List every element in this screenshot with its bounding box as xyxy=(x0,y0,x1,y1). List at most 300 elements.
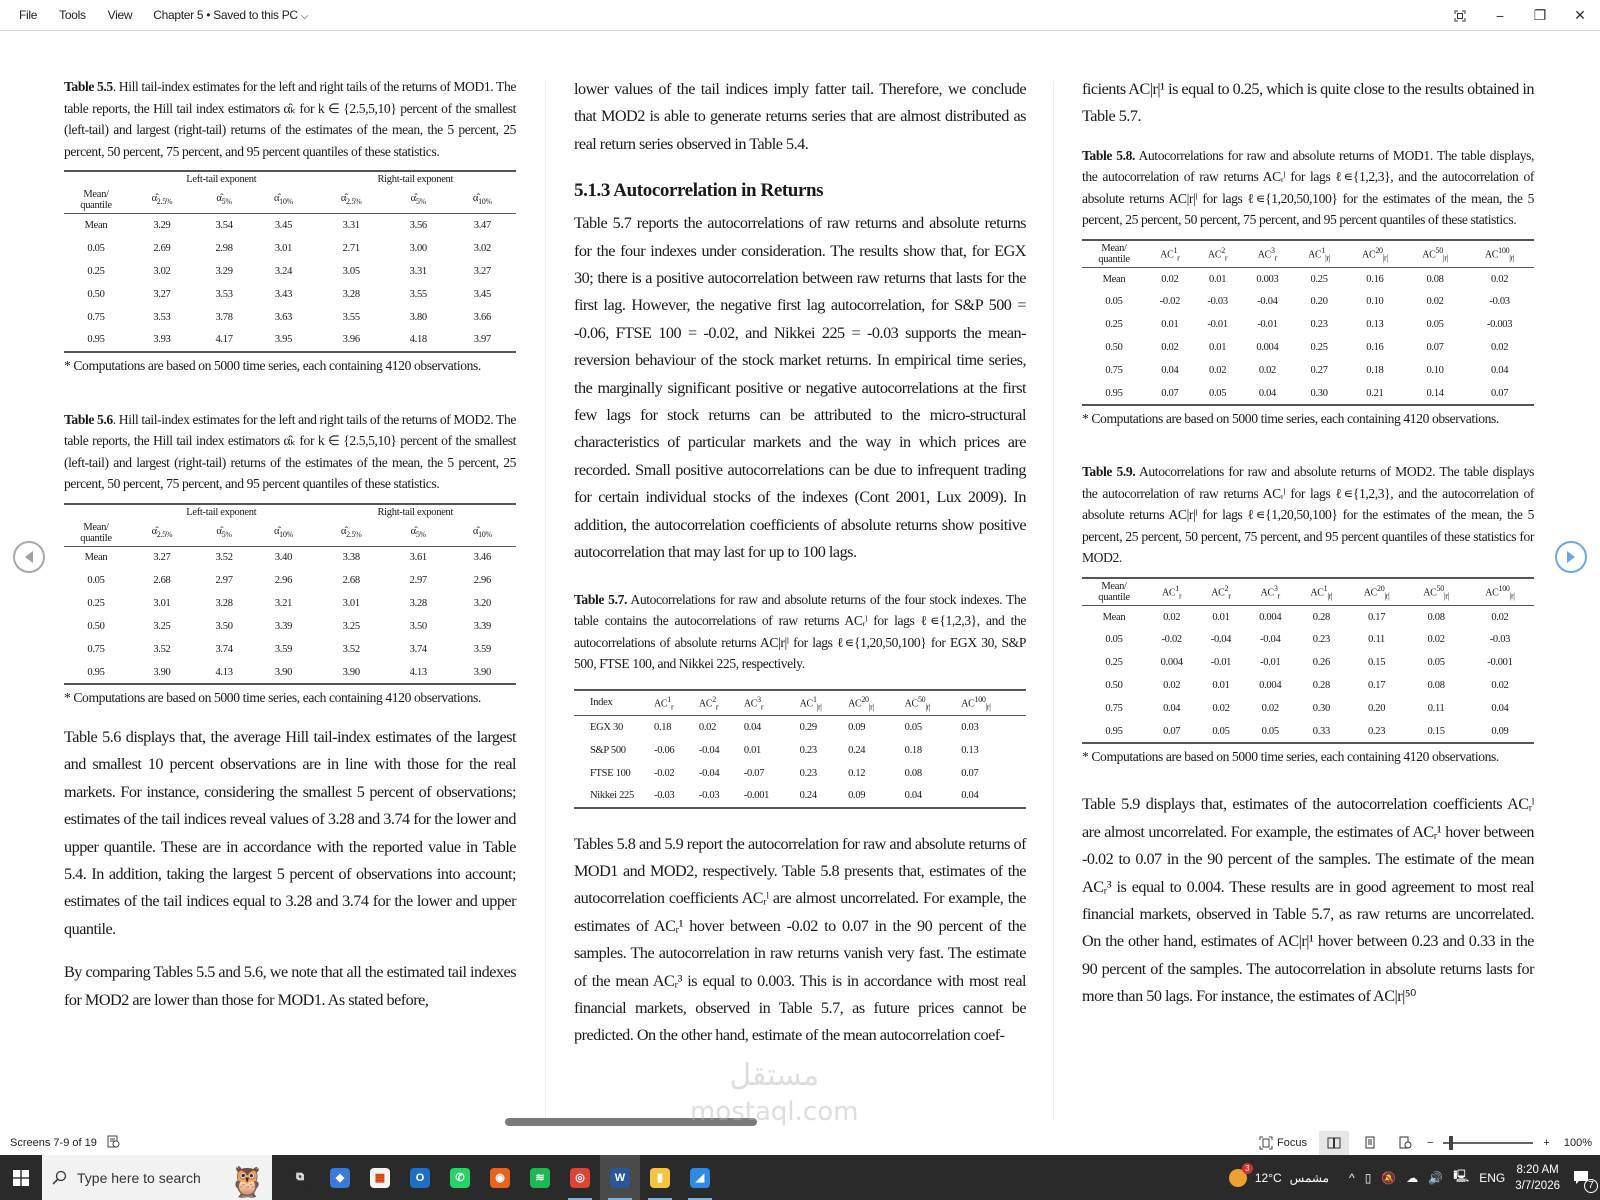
table-cell: 0.08 xyxy=(1427,680,1445,692)
table-cell: 3.90 xyxy=(252,661,314,684)
table-cell: 0.004 xyxy=(1259,680,1282,692)
table-cell: -0.04 xyxy=(698,767,720,779)
col-header: $\alphâ_{10\%}$ xyxy=(449,187,516,214)
table-cell: 3.90 xyxy=(315,661,388,684)
table-cell: 3.00 xyxy=(409,242,427,254)
table-cell: 2.71 xyxy=(342,242,360,254)
table-cell: 0.05 xyxy=(904,721,922,733)
table-cell: 0.05 xyxy=(1245,720,1296,743)
status-bar xyxy=(0,1130,1600,1155)
col-header: $\alphâ_{10\%}$ xyxy=(449,520,516,547)
table-cell: -0.04 xyxy=(1210,634,1232,646)
table-cell: 0.02 xyxy=(1426,296,1444,308)
table-cell: 0.02 xyxy=(1161,273,1179,285)
table-cell: 0.05 xyxy=(1426,319,1444,331)
table-cell: 3.54 xyxy=(215,219,233,231)
chevron-down-icon: ⌵ xyxy=(300,11,309,22)
table-cell: 3.05 xyxy=(342,265,360,277)
table-cell: 3.53 xyxy=(153,311,171,323)
windows-logo-icon xyxy=(13,1170,29,1186)
table-cell: 0.05 xyxy=(1427,657,1445,669)
accessibility-button[interactable] xyxy=(107,1135,120,1151)
table-cell: -0.04 xyxy=(1260,634,1281,646)
table-5-8-caption xyxy=(1082,145,1534,231)
row-label: FTSE 100 xyxy=(590,767,631,779)
table-cell: 0.02 xyxy=(1427,634,1445,646)
system-tray xyxy=(1229,1155,1600,1200)
table-cell: 3.90 xyxy=(449,661,516,684)
table-5-5-note: * Computations are based on 5000 time series, each containing 4120 observations. xyxy=(64,357,481,373)
table-cell: -0.03 xyxy=(1489,296,1510,308)
table-cell: 3.55 xyxy=(342,311,360,323)
spotify-icon: ≋ xyxy=(530,1168,550,1188)
zoom-slider[interactable] xyxy=(1443,1142,1533,1144)
row-label: 0.50 xyxy=(1105,342,1123,354)
table-cell: 3.38 xyxy=(342,552,360,564)
table-cell: 3.50 xyxy=(215,621,233,632)
table-row xyxy=(64,260,516,283)
reading-view[interactable] xyxy=(0,31,1600,1096)
table-cell: -0.03 xyxy=(1207,296,1228,308)
table-row xyxy=(64,592,516,615)
zoom-in-button[interactable]: + xyxy=(1543,1136,1550,1149)
table-cell: 3.90 xyxy=(128,661,196,684)
table-cell: 0.33 xyxy=(1296,720,1347,743)
table-cell: 0.01 xyxy=(1209,342,1227,354)
microsoft-store-icon: ▦ xyxy=(370,1168,390,1188)
table-row xyxy=(1082,651,1534,674)
table-cell: 0.08 xyxy=(1426,273,1444,285)
table-cell: 3.39 xyxy=(274,621,293,632)
col-header: $AC^1_r$ xyxy=(1146,240,1194,268)
table-cell: 3.46 xyxy=(473,552,491,564)
table-cell: 0.01 xyxy=(1212,680,1230,692)
taskbar-app-spotify[interactable] xyxy=(520,1155,560,1200)
table-5-5 xyxy=(64,170,516,353)
volume-icon[interactable]: 🔊 xyxy=(1428,1170,1444,1185)
table-5-8-note: * Computations are based on 5000 time series, each containing 4120 observations. xyxy=(1082,411,1499,427)
firefox-icon: ◉ xyxy=(490,1168,510,1188)
table-5-7-caption xyxy=(574,589,1026,675)
table-cell: 0.30 xyxy=(1293,382,1344,405)
table-row xyxy=(64,546,516,569)
table-cell: 3.31 xyxy=(409,265,427,277)
caption-label: Table 5.8. xyxy=(1082,147,1136,163)
table-cell: 0.12 xyxy=(848,767,866,779)
table-cell: 0.03 xyxy=(961,721,979,733)
menu-file[interactable]: File xyxy=(19,8,38,22)
language-indicator[interactable]: ENG xyxy=(1479,1170,1506,1185)
horizontal-scrollbar-thumb[interactable] xyxy=(505,1118,757,1126)
table-cell: 3.78 xyxy=(215,311,233,323)
focus-button[interactable]: Focus xyxy=(1253,1131,1313,1155)
table-cell: 0.04 xyxy=(743,721,761,733)
table-cell: 3.97 xyxy=(449,329,516,352)
table-cell: 0.30 xyxy=(1312,703,1330,715)
body-paragraph: Table 5.7 reports the autocorrelations of raw returns and absolute returns for the four indexes under consideration. The results show that, for EGX 30; there is a positive autocorrelation between raw returns that lasts for the first lag. However, the negative first lag autocorrelation, for S&P 500 = -0.06, FTSE 100 = -0.02, and Nikkei 225 = -0.03 supports the mean-reversion behaviour of the stock market returns. In empirical time series, the marginally significant positive or negative autocorrelations at the first few lags for stock returns can be attributed to the micro-structural characteristics of particular markets and the way in which prices are recorded. Small positive autocorrelations can be due to infrequent trading for certain individual stocks of the indexes (Cont 2001, Lux 2009). In addition, the autocorrelation coefficients of absolute returns show positive autocorrelation that may last for up to 100 lags. xyxy=(574,214,1026,562)
table-cell: 0.23 xyxy=(1347,720,1407,743)
taskbar-app-copilot[interactable] xyxy=(320,1155,360,1200)
table-cell: 3.02 xyxy=(473,242,491,254)
table-cell: 0.09 xyxy=(848,785,905,808)
table-cell: 0.09 xyxy=(848,721,866,733)
row-label: 0.50 xyxy=(87,621,105,632)
table-cell: 3.45 xyxy=(274,219,293,231)
row-label: 0.95 xyxy=(64,329,128,352)
search-icon xyxy=(52,1170,67,1185)
table-row xyxy=(1082,336,1534,359)
table-cell: 0.04 xyxy=(961,785,1026,808)
table-cell: -0.03 xyxy=(1489,634,1511,646)
row-header: Mean/ quantile xyxy=(64,187,128,214)
col-header: $AC^3_r$ xyxy=(744,690,800,716)
table-5-9-caption xyxy=(1082,461,1534,569)
menu-view[interactable]: View xyxy=(107,8,133,22)
col-header: $AC^{100}_{|r|}$ xyxy=(1466,578,1534,606)
table-cell: 3.52 xyxy=(215,552,233,564)
row-label: Mean xyxy=(1102,611,1126,623)
table-cell: 3.21 xyxy=(274,598,293,609)
table-cell: 0.02 xyxy=(1163,680,1181,692)
col-header: $AC^2_r$ xyxy=(1194,240,1242,268)
table-cell: 3.01 xyxy=(153,598,171,609)
table-cell: -0.01 xyxy=(1260,657,1281,669)
body-paragraph: Table 5.9 displays that, estimates of the autocorrelation coefficients ACᵣˡ are almost uncorrelated. For example, the estimates of ACᵣ¹ hover between -0.02 to 0.07 in the 90 percent of the samples. The estimate of the mean ACᵣ³ is equal to 0.004. These results are in good agreement to most real financial markets, observed in Table 5.7, as raw returns are uncorrelated. On the other hand, estimates of AC|r|¹ hover between 0.23 and 0.33 in the 90 percent of the samples. The autocorrelation in absolute returns lasts for more than 50 lags. For instance, the estimates of AC|r|⁵⁰ xyxy=(1082,795,1534,1006)
table-cell: 0.02 xyxy=(1490,342,1509,354)
table-cell: 0.29 xyxy=(799,721,817,733)
table-cell: 3.27 xyxy=(473,265,491,277)
notifications-off-icon[interactable]: 🔕 xyxy=(1381,1170,1397,1185)
table-cell: 3.29 xyxy=(153,219,171,231)
start-button[interactable] xyxy=(0,1155,42,1200)
table-cell: 0.01 xyxy=(1161,319,1179,331)
row-header: Mean/ quantile xyxy=(1082,578,1146,606)
table-cell: 3.52 xyxy=(342,644,360,655)
table-5-9-note: * Computations are based on 5000 time series, each containing 4120 observations. xyxy=(1082,749,1499,765)
body-paragraph: ficients AC|r|¹ is equal to 0.25, which is quite close to the results obtained in Table 5.7. xyxy=(1082,80,1534,126)
menu-tools[interactable]: Tools xyxy=(59,8,86,22)
focus-icon xyxy=(1454,10,1466,22)
onedrive-icon[interactable]: ☁ xyxy=(1406,1170,1419,1185)
table-cell: 3.47 xyxy=(473,219,491,231)
left-tail-group-header: Left-tail exponent xyxy=(128,171,315,187)
accessibility-icon xyxy=(107,1135,120,1148)
col-header: $AC^3_r$ xyxy=(1241,240,1293,268)
table-cell: 0.16 xyxy=(1366,342,1384,354)
table-cell: 0.09 xyxy=(1466,720,1534,743)
row-header: Mean/ quantile xyxy=(1082,240,1146,268)
table-cell: 3.01 xyxy=(274,242,293,254)
table-cell: 0.15 xyxy=(1367,657,1386,669)
book-icon xyxy=(1327,1137,1341,1149)
screen-column-1 xyxy=(64,76,516,1014)
table-row xyxy=(574,716,1026,739)
table-cell: 3.74 xyxy=(409,644,427,655)
table-cell: -0.07 xyxy=(743,767,765,779)
table-cell: 3.66 xyxy=(473,311,491,323)
table-cell: -0.003 xyxy=(1486,319,1513,331)
taskbar-app-word[interactable] xyxy=(600,1155,640,1200)
read-mode-button[interactable] xyxy=(1319,1131,1349,1155)
table-cell: 0.004 xyxy=(1259,611,1282,623)
table-cell: -0.001 xyxy=(744,785,800,808)
zoom-slider-thumb[interactable] xyxy=(1449,1136,1453,1150)
row-label: Mean xyxy=(84,552,108,564)
window-controls xyxy=(1440,0,1600,31)
table-cell: 3.96 xyxy=(315,329,388,352)
whatsapp-icon: ✆ xyxy=(450,1168,470,1188)
col-header: $\alphâ_{2.5\%}$ xyxy=(128,520,196,547)
caption-text: Autocorrelations for raw and absolute returns of MOD2. The table displays the autocorrelation of raw returns ACᵣˡ for lags ℓ∊{1,2,3}, and the autocorrelation of absolute returns AC|r|ˡ for lags ℓ∊{1,20,50,100} for the estimates of the mean, the 5 percent, 25 percent, 50 percent, 75 percent, and 95 percent quantiles of these statistics for MOD2. xyxy=(1082,464,1534,566)
table-cell: 3.53 xyxy=(215,288,233,300)
print-layout-button[interactable] xyxy=(1355,1131,1385,1155)
table-cell: 0.23 xyxy=(799,767,817,779)
right-tail-group-header: Right-tail exponent xyxy=(315,171,516,187)
taskbar-search[interactable] xyxy=(42,1155,272,1200)
table-row xyxy=(1082,382,1534,405)
document-title: Chapter 5 • Saved to this PC xyxy=(153,8,298,22)
table-cell: 0.05 xyxy=(1197,720,1244,743)
row-label: 0.95 xyxy=(64,661,128,684)
table-row xyxy=(574,739,1026,762)
zoom-out-button[interactable]: − xyxy=(1426,1136,1434,1149)
table-cell: 3.80 xyxy=(409,311,427,323)
table-cell: 0.02 xyxy=(1491,611,1509,623)
table-cell: 3.25 xyxy=(342,621,360,632)
table-cell: 0.15 xyxy=(1406,720,1466,743)
table-cell: 3.20 xyxy=(473,598,491,609)
table-row xyxy=(1082,605,1534,628)
table-5-5-caption xyxy=(64,76,516,162)
web-layout-button[interactable] xyxy=(1391,1131,1421,1155)
row-label: S&P 500 xyxy=(590,744,626,756)
table-cell: 0.13 xyxy=(1366,319,1384,331)
col-header: $AC^{50}_{|r|}$ xyxy=(1406,578,1466,606)
body-paragraph: Table 5.6 displays that, the average Hill tail-index estimates of the largest and smallest 10 percent observations are in line with those for the real markets. For instance, considering the smallest 5 percent of observations; estimates of the tail indices reveal values of 3.28 and 3.74 for the lower and upper quantile. These are in accordance with the reported value in Table 5.4. In addition, taking the largest 5 percent of observations into account; estimates of the tail indices equal to 3.28 and 3.74 for the lower and upper quantile. xyxy=(64,728,516,938)
table-row xyxy=(64,214,516,237)
close-button[interactable]: ✕ xyxy=(1574,7,1586,23)
table-row xyxy=(1082,267,1534,290)
table-cell: -0.03 xyxy=(654,785,699,808)
table-row xyxy=(1082,720,1534,743)
page-icon xyxy=(1365,1136,1375,1149)
table-cell: 3.59 xyxy=(274,644,293,655)
table-cell: 0.11 xyxy=(1368,634,1385,646)
table-cell: 3.40 xyxy=(274,552,293,564)
table-cell: -0.01 xyxy=(1257,319,1278,331)
weather-badge: 3 xyxy=(1242,1163,1253,1174)
table-cell: -0.02 xyxy=(1161,634,1182,646)
left-tail-group-header: Left-tail exponent xyxy=(128,504,315,520)
taskbar-app-chrome[interactable] xyxy=(560,1155,600,1200)
column-divider xyxy=(1053,81,1054,1121)
taskbar-app-microsoft-store[interactable] xyxy=(360,1155,400,1200)
clock[interactable] xyxy=(1515,1162,1560,1194)
table-cell: 0.23 xyxy=(1310,319,1328,331)
table-row xyxy=(1082,290,1534,313)
table-cell: 0.02 xyxy=(1163,611,1181,623)
taskbar-app-whatsapp[interactable] xyxy=(440,1155,480,1200)
table-cell: -0.03 xyxy=(699,785,744,808)
table-cell: 0.02 xyxy=(698,721,717,733)
taskbar-app-photos[interactable] xyxy=(680,1155,720,1200)
table-cell: 4.17 xyxy=(196,329,252,352)
index-header: Index xyxy=(574,690,654,716)
table-row xyxy=(64,569,516,592)
table-5-9 xyxy=(1082,577,1534,745)
task-view-icon: ⧉ xyxy=(290,1168,310,1188)
row-label: Mean xyxy=(84,219,108,231)
table-cell: 0.11 xyxy=(1427,703,1445,715)
triangle-right-icon xyxy=(1565,550,1577,564)
zoom-level[interactable]: 100% xyxy=(1563,1136,1592,1149)
taskbar-app-outlook[interactable] xyxy=(400,1155,440,1200)
caption-label: Table 5.9. xyxy=(1082,464,1136,480)
triangle-left-icon xyxy=(23,550,35,564)
owl-illustration-icon: 🦉 xyxy=(228,1166,266,1199)
row-label: 0.50 xyxy=(1105,680,1123,692)
table-cell: 2.69 xyxy=(153,242,171,254)
col-header: $\alphâ_{10\%}$ xyxy=(252,187,314,214)
col-header: $AC^1_{|r|}$ xyxy=(1296,578,1347,606)
row-label: 0.25 xyxy=(1105,319,1123,331)
table-5-6 xyxy=(64,503,516,686)
table-cell: 0.01 xyxy=(1212,611,1230,623)
table-cell: 3.31 xyxy=(342,219,360,231)
web-page-icon xyxy=(1399,1136,1412,1149)
table-cell: 0.02 xyxy=(1491,680,1509,692)
table-cell: 0.07 xyxy=(961,767,979,779)
row-label: 0.05 xyxy=(1105,296,1123,308)
table-cell: 3.27 xyxy=(153,552,171,564)
file-explorer-icon: ▮ xyxy=(650,1168,670,1188)
table-cell: 0.25 xyxy=(1310,342,1328,354)
weather-sun-icon xyxy=(1229,1163,1250,1187)
table-row xyxy=(1082,628,1534,651)
table-cell: -0.001 xyxy=(1487,657,1513,669)
table-cell: 0.26 xyxy=(1312,657,1330,669)
col-header: $\alphâ_{2.5\%}$ xyxy=(315,187,388,214)
col-header: $AC^{100}_{|r|}$ xyxy=(961,690,1026,716)
table-cell: 3.61 xyxy=(409,552,427,564)
col-header: $\alphâ_{10\%}$ xyxy=(252,520,314,547)
table-5-8 xyxy=(1082,239,1534,407)
table-cell: 0.04 xyxy=(1163,703,1181,715)
table-cell: 2.68 xyxy=(342,575,360,586)
table-cell: 3.28 xyxy=(342,288,360,300)
show-hidden-icons-button[interactable]: ^ xyxy=(1349,1170,1355,1185)
table-cell: 0.08 xyxy=(1427,611,1445,623)
col-header: $AC^{20}_{|r|}$ xyxy=(848,690,905,716)
col-header: $AC^1_{|r|}$ xyxy=(800,690,848,716)
row-label: Mean xyxy=(1102,273,1126,285)
table-5-6-caption xyxy=(64,409,516,495)
clock-time: 8:20 AM xyxy=(1516,1163,1559,1176)
table-cell: 0.04 xyxy=(1241,382,1293,405)
table-cell: 3.74 xyxy=(215,644,233,655)
column-divider xyxy=(545,81,546,1121)
table-cell: 0.01 xyxy=(1209,273,1227,285)
body-paragraph: lower values of the tail indices imply fatter tail. Therefore, we conclude that MOD2 is able to generate returns series that are almost distributed as real return series observed in Table 5.4. xyxy=(574,80,1026,153)
table-cell: 0.02 xyxy=(1490,273,1509,285)
table-cell: 0.24 xyxy=(848,744,866,756)
photos-icon: ◢ xyxy=(690,1168,710,1188)
row-label: 0.05 xyxy=(1105,634,1123,646)
row-label: EGX 30 xyxy=(590,721,623,733)
weather-widget[interactable] xyxy=(1229,1163,1330,1187)
row-label: 0.05 xyxy=(87,575,105,586)
table-cell: 4.18 xyxy=(388,329,449,352)
table-row xyxy=(64,306,516,329)
taskbar-app-file-explorer[interactable] xyxy=(640,1155,680,1200)
table-cell: 0.18 xyxy=(904,744,922,756)
col-header: $AC^1_r$ xyxy=(1146,578,1197,606)
table-cell: 3.39 xyxy=(473,621,491,632)
row-label: 0.05 xyxy=(87,242,105,254)
restore-button[interactable]: ❐ xyxy=(1533,7,1547,23)
table-cell: 0.004 xyxy=(1256,342,1279,354)
focus-icon xyxy=(1259,1136,1273,1150)
search-placeholder: Type here to search xyxy=(77,1169,201,1186)
action-center-button[interactable] xyxy=(1570,1167,1592,1189)
watermark: مستقل mostaql.com xyxy=(690,1058,859,1127)
table-cell: 3.28 xyxy=(409,598,427,609)
chrome-icon: ◎ xyxy=(570,1168,590,1188)
caption-text: . Hill tail-index estimates for the left and right tails of the returns of MOD1. The table reports, the Hill tail index estimators α̂ₖ for k ∈ {2.5,5,10} percent of the smallest (left-tail) and largest (right-tail) returns of the estimates of the mean, the 5 percent, 25 percent, 50 percent, 75 percent, and 95 percent quantiles of these statistics. xyxy=(64,79,516,159)
body-paragraph: Tables 5.8 and 5.9 report the autocorrelation for raw and absolute returns of MOD1 and MOD2, respectively. Table 5.8 presents that, estimates of the autocorrelation coefficients ACᵣˡ are almost uncorrelated. For example, the estimates of ACᵣ¹ hover between -0.02 to 0.07 in the 90 percent of the samples. The autocorrelation in raw returns vanish very fast. The estimate of the mean ACᵣ³ is equal to 0.003. This is in accordance with most real financial markets, observed in Table 5.7, as future prices cannot be predicted. On the other hand, estimate of the mean autocorrelation coef- xyxy=(574,834,1026,1045)
taskbar-apps xyxy=(280,1155,720,1200)
table-cell: 3.52 xyxy=(153,644,171,655)
meet-now-icon[interactable]: ▯ xyxy=(1364,1170,1372,1185)
minimize-button[interactable]: − xyxy=(1495,7,1505,24)
table-cell: 2.98 xyxy=(215,242,233,254)
table-cell: 0.05 xyxy=(1194,382,1242,405)
screen-column-3 xyxy=(1082,76,1534,1011)
table-cell: 0.20 xyxy=(1310,296,1328,308)
screen-column-2 xyxy=(574,76,1026,1050)
table-cell: 3.50 xyxy=(409,621,427,632)
col-header: $\alphâ_{2.5\%}$ xyxy=(315,520,388,547)
right-tail-group-header: Right-tail exponent xyxy=(315,504,516,520)
taskbar-app-task-view[interactable] xyxy=(280,1155,320,1200)
section-heading: 5.1.3 Autocorrelation in Returns xyxy=(574,180,824,202)
caption-text: . Hill tail-index estimates for the left and right tails of the returns of MOD2. The table reports, the Hill tail index estimators α̂ₖ for k ∈ {2.5,5,10} percent of the smallest (left-tail) and largest (right-tail) returns of the estimates of the mean, the 5 percent, 25 percent, 50 percent, 75 percent, and 95 percent quantiles of these statistics. xyxy=(64,411,516,491)
table-cell: 0.004 xyxy=(1160,657,1183,669)
table-cell: 0.17 xyxy=(1367,611,1386,623)
notification-count: 7 xyxy=(1584,1179,1598,1193)
col-header: $AC^2_r$ xyxy=(699,690,744,716)
table-5-7 xyxy=(574,689,1026,809)
previous-screen-button[interactable] xyxy=(13,541,45,573)
network-icon[interactable]: 🖳 xyxy=(1453,1169,1470,1183)
caption-text: Autocorrelations for raw and absolute returns of the four stock indexes. The table contains the autocorrelations of raw returns ACᵣˡ for lags ℓ∊{1,2,3}, and the autocorrelations of absolute returns AC|r|ˡ for lags ℓ∊{1,20,50,100} for EGX 30, S&P 500, FTSE 100, and Nikkei 225, respectively. xyxy=(574,591,1026,671)
table-cell: 0.13 xyxy=(961,744,979,756)
table-cell: 3.63 xyxy=(274,311,293,323)
next-screen-button[interactable] xyxy=(1555,541,1587,573)
row-label: 0.50 xyxy=(87,288,105,300)
row-label: Nikkei 225 xyxy=(574,785,654,808)
table-cell: 3.55 xyxy=(409,288,427,300)
caption-label: Table 5.6 xyxy=(64,411,113,427)
table-cell: 0.14 xyxy=(1405,382,1465,405)
col-header: $AC^{100}_{|r|}$ xyxy=(1465,240,1534,268)
taskbar-app-firefox[interactable] xyxy=(480,1155,520,1200)
col-header: $\alphâ_{2.5\%}$ xyxy=(128,187,196,214)
focus-mode-button[interactable] xyxy=(1440,0,1480,31)
table-cell: 3.27 xyxy=(153,288,171,300)
table-cell: 0.04 xyxy=(1161,365,1179,377)
document-title-dropdown[interactable] xyxy=(153,8,308,22)
